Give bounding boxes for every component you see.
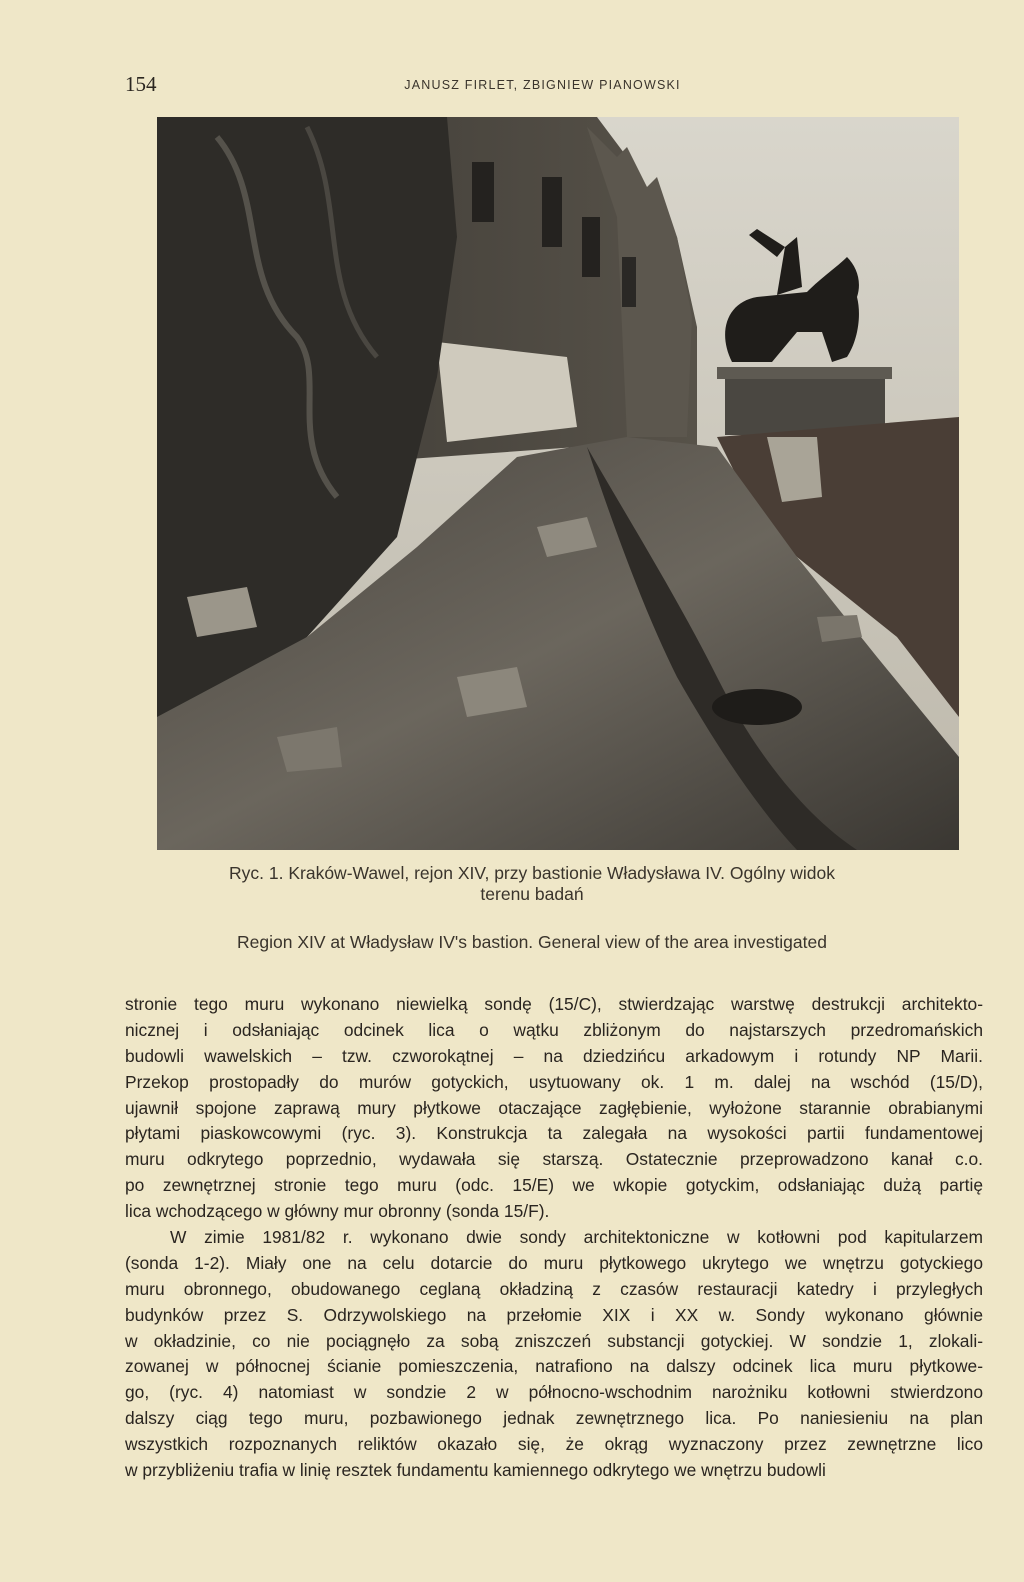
trench-pit — [712, 689, 802, 725]
photo-wawel-bastion-statue — [157, 117, 959, 850]
text-line: W zimie 1981/82 r. wykonano dwie sondy architektoniczne w kotłowni pod kapitularzem — [170, 1227, 983, 1248]
text-line: muru obronnego, obudowanego ceglaną okładziną z czasów restauracji katedry i przyległych — [125, 1278, 983, 1299]
text-line: płytami piaskowcowymi (ryc. 3). Konstrukcja ta zalegała na wysokości partii fundamentowej — [125, 1123, 983, 1144]
figure-caption-polish — [130, 863, 934, 905]
figure-photograph — [157, 117, 959, 850]
text-line: w przybliżeniu trafia w linię resztek fundamentu kamiennego odkrytego we wnętrzu budowli — [125, 1460, 826, 1481]
text-line: nicznej i odsłaniając odcinek lica o wątku zbliżonym do najstarszych przedromańskich — [125, 1019, 983, 1040]
text-line: w okładzinie, co nie pociągnęło za sobą zniszczeń substancji gotyckiej. W sondzie 1, zlokali- — [125, 1330, 983, 1351]
text-line: budynków przez S. Odrzywolskiego na przełomie XIX i XX w. Sondy wykonano głównie — [125, 1304, 983, 1325]
window — [622, 257, 636, 307]
text-line: go, (ryc. 4) natomiast w sondzie 2 w północno-wschodnim narożniku kotłowni stwierdzono — [125, 1382, 983, 1403]
text-line: budowli wawelskich – tzw. czworokątnej – na dziedzińcu arkadowym i rotundy NP Marii. — [125, 1045, 983, 1066]
text-line: (sonda 1-2). Miały one na celu dotarcie do muru płytkowego ukrytego we wnętrzu gotyckiego — [125, 1252, 983, 1273]
text-line: po zewnętrznej stronie tego muru (odc. 15/E) we wkopie gotyckim, odsłaniając dużą partię — [125, 1175, 983, 1196]
page-header — [125, 72, 960, 102]
text-line: Przekop prostopadły do murów gotyckich, usytuowany ok. 1 m. dalej na wschód (15/D), — [125, 1071, 983, 1092]
text-line: wszystkich rozpoznanych reliktów okazało się, że okrąg wyznaczony przez zewnętrzne lico — [125, 1434, 983, 1455]
text-line: zowanej w północnej ścianie pomieszczenia, natrafiono na dalszy odcinek lica muru płytkowe- — [125, 1356, 983, 1377]
text-line: ujawnił spojone zaprawą mury płytkowe otaczające zagłębienie, wyłożone starannie obrabianymi — [125, 1097, 983, 1118]
text-line: stronie tego muru wykonano niewielką sondę (15/C), stwierdzając warstwę destrukcji architekto- — [125, 994, 983, 1014]
window — [542, 177, 562, 247]
text-line: dalszy ciąg tego muru, pozbawionego jednak zewnętrznego lica. Po naniesieniu na plan — [125, 1408, 983, 1429]
page-number: 154 — [125, 72, 157, 96]
caption-line: Ryc. 1. Kraków-Wawel, rejon XIV, przy bastionie Władysława IV. Ogólny widok — [229, 863, 835, 883]
running-head: JANUSZ FIRLET, ZBIGNIEW PIANOWSKI — [404, 78, 681, 92]
caption-line: terenu badań — [480, 884, 584, 904]
figure-caption-english: Region XIV at Władysław IV's bastion. General view of the area investigated — [237, 932, 827, 952]
text-line: muru odkrytego poprzednio, wydawała się starszą. Ostatecznie przeprowadzono kanał c.o. — [125, 1149, 983, 1170]
window — [472, 162, 494, 222]
window — [582, 217, 600, 277]
white-plastered-wall — [437, 342, 577, 442]
body-text — [125, 992, 983, 1484]
text-line: lica wchodzącego w główny mur obronny (sonda 15/F). — [125, 1201, 550, 1222]
